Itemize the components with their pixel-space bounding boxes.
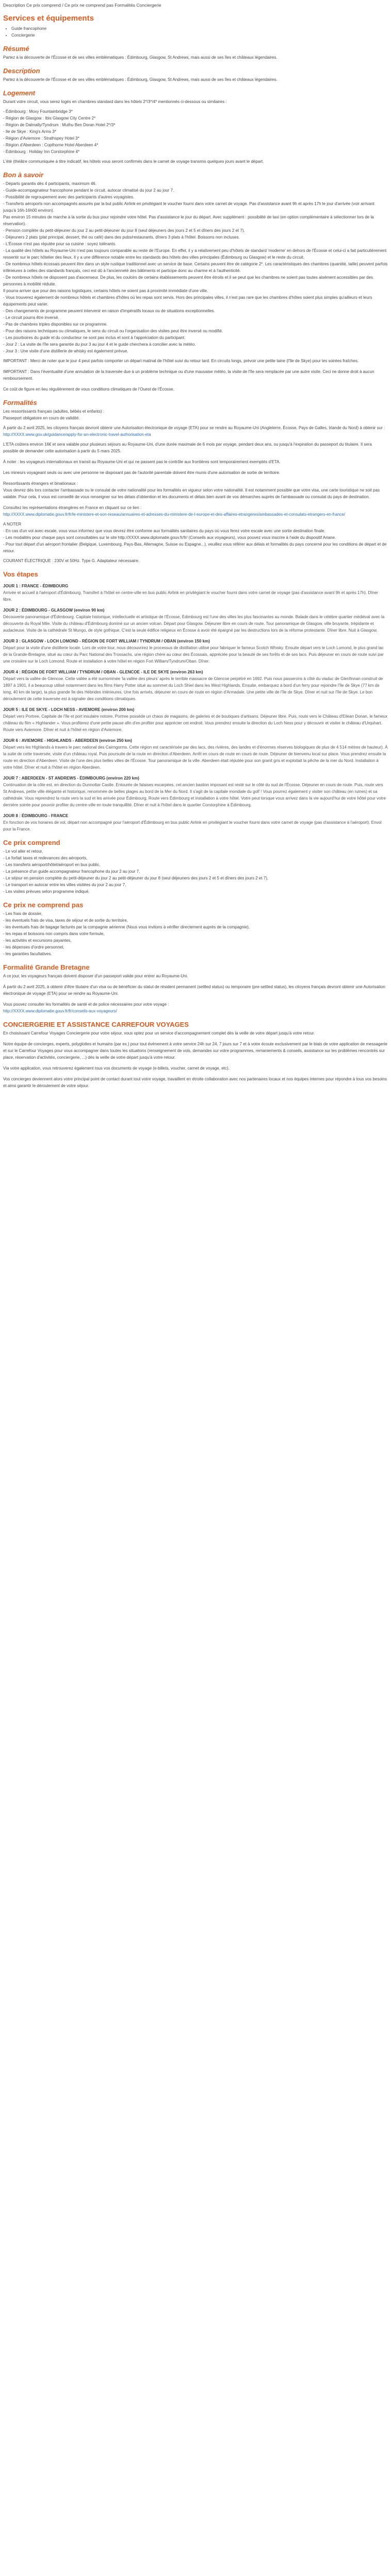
formalites-text: - Les modalités pour chaque pays sont consultables sur le site http://XXXX.www.diplomatie.gouv.fr/fr/ (Conseils aux voyageurs), vous pouvez vous inscrire à l'aide du dispositif Ariane. — [3, 535, 336, 540]
bon-savoir-item: - Les pourboires du guide et du conducteur ne sont pas inclus et sont à l'appréciation du participant. — [3, 335, 186, 340]
hotel-line: - Région de Dalmally/Tyndrum : Muthu Ben Doran Hotel 2*/3* — [3, 123, 116, 127]
formalites-text: - Pour tout départ d'un aéroport frontalier (Belgique, Luxembourg, Pays-Bas, Allemagne, Suisse ou Espagne...), veuillez vous référer aux délais et formalités du pays concerné pour les conditions de départ et de retour. — [3, 542, 387, 553]
comprend-item: - La présence d'un guide accompagnateur francophone du jour 2 au jour 7, — [3, 869, 140, 874]
logement-heading: Logement — [3, 89, 36, 97]
bon-savoir-item: - Vous trouverez également de nombreux hôtels et chambres d'hôtes où les repas sont servis. Hors des principales villes, il n'est pas rare que les chambres d'hôtes soient plus simples qu'ailleurs et leurs équipements peut varier. — [3, 295, 372, 307]
page-content — [0, 0, 391, 1109]
brexit-heading: Formalité Grande Bretagne — [3, 963, 90, 971]
bon-savoir-item: - Pas de chambres triples disponibles sur ce programme. — [3, 322, 108, 327]
bon-savoir-heading: Bon à savoir — [3, 171, 44, 179]
comprend-item: - Les visites prévues selon programme indiqué. — [3, 889, 90, 894]
formalites-text: Les mineurs voyageant seuls ou avec une personne ne disposant pas de l'autorité parentale doivent être munis d'une autorisation de sortie de territoire. — [3, 470, 281, 475]
bon-savoir-item: - Jour 3 : Une visite d'une distillerie de whisky est également prévue. — [3, 349, 128, 353]
formalites-text: Ressortissants étrangers et binationaux : — [3, 481, 78, 486]
ne-comprend-item: - Les frais de dossier, — [3, 911, 43, 916]
ne-comprend-item: - les éventuels frais de bagage facturés par la compagnie aérienne (Nous vous invitons à vérifier directement auprès de la compagnie), — [3, 925, 250, 929]
etapes-heading: Vos étapes — [3, 570, 38, 578]
hotel-line: - Région de Glasgow : Ibis Glasgow City Centre 2* — [3, 116, 96, 121]
day-text: En fonction de vos horaires de vol, départ non accompagné pour l'aéroport d'Édimbourg en bus public Airlink en privilégiant le voucher fourni dans votre carnet de voyage (pas d'assistance à l'aéroport). Envol pour la France. — [3, 820, 382, 832]
formalites-text: À noter : les voyageurs internationaux en transit au Royaume-Uni et qui ne passent pas le contrôle aux frontières sont temporairement exemptés d'ETA. — [3, 460, 281, 464]
services-item: • Conciergerie — [11, 32, 388, 39]
etapes-list — [3, 583, 388, 833]
ne-comprend-item: - les éventuels frais de visa, taxes de séjour et de sortie du territoire, — [3, 918, 128, 923]
intro-breadcrumb: Description Ce prix comprend / Ce prix ne comprend pas Formalités Conciergerie — [3, 3, 161, 8]
bon-savoir-item: Pas environ 15 minutes de marche à la sortie du bus pour rejoindre votre hôtel. Pas d'assistance le jour du départ. Avec supplément : possibilité de taxi (en option complémentaire à sélectionner lors de la réservation). — [3, 215, 374, 226]
formalites-text: Passeport obligatoire en cours de validité. — [3, 416, 80, 420]
description-text: Partez à la découverte de l'Écosse et de ses villes emblématiques : Édimbourg, Glasgow, St Andrews, mais aussi de ses îles et châteaux légendaires. — [3, 77, 278, 82]
eta-link[interactable]: http://XXXX.www.gov.uk/guidance/apply-for-an-electronic-travel-authorisation-eta — [3, 432, 151, 437]
hotel-line: - Édimbourg : Holiday Inn Corstorphine 4* — [3, 149, 80, 154]
formalites-text: Les ressortissants français (adultes, bébés et enfants) : — [3, 409, 105, 414]
ne-comprend-heading: Ce prix ne comprend pas — [3, 901, 84, 909]
formalites-text: Consultez les représentations étrangères en France en cliquant sur ce lien : — [3, 505, 142, 510]
day-title: JOUR 5 : ILE DE SKYE - LOCH NESS - AVIEMORE (environ 200 km) — [3, 707, 135, 712]
day-text: Découverte panoramique d'Édimbourg. Capitale historique, intellectuelle et artistique de l'Écosse, Édimbourg est l'une des villes les plus fascinantes au monde. Balade dans le célèbre quartier médiéval avec la découverte du Royal Mile. Visite du château d'Édimbourg dominé sur un ancien volcan. Départ pour Glasgow. Déjeuner libre en cours de route. Tour panoramique de Glasgow, ville bruyante, trépidante et audacieuse. Visite de la cathédrale St Mungo, de style gothique. C'est la seule édifice religieux en Écosse à avoir été épargné par les destructions lors de la réforme protestante. Dîner libre. Nuit à Glasgow. — [3, 615, 385, 633]
hotel-line: - Région d'Aberdeen : Copthorne Hotel Aberdeen 4* — [3, 143, 99, 147]
bon-savoir-item: - Des changements de programme peuvent intervenir en raison d'impératifs locaux ou de situations exceptionnelles. — [3, 309, 215, 313]
conciergerie-text: Notre équipe de concierges, experts, polyglottes et humains (par ex.) pour tout événement à votre service 24h sur 24, 7 jours sur 7 et à votre écoute exclusivement par le biais de votre application de messagerie et sur le Carrefour Voyages pour vous accompagner dans toutes les situations (renseignement de vols, demandes sur votre programmes, remaniements & conseils, assistance sur les problèmes rencontrés sur place, réservation d'activités, conciergerie, ...) dès la veille de votre départ jusqu'à votre retour. — [3, 1042, 387, 1060]
day-text: Arrivée et accueil à l'aéroport d'Édimbourg. Transfert à l'hôtel en centre-ville en bus public Airlink en privilégiant le voucher fourni dans votre carnet de voyage (pas d'assistance avant 9h et après 17h). Dîner libre. — [3, 590, 378, 602]
comprend-heading: Ce prix comprend — [3, 839, 60, 846]
bon-savoir-item: - Le circuit pourra être inversé. — [3, 315, 59, 320]
services-heading: Services et équipements — [3, 14, 94, 23]
comprend-list — [3, 848, 388, 895]
hotel-line: - Ile de Skye : King's Arms 3* — [3, 129, 56, 134]
conciergerie-text: Vos concierges deviennent alors votre principal point de contact durant tout votre voyage, travaillent en étroite collaboration avec nos partenaires locaux et nos équipes internes pour répondre à tous vos besoins et ainsi garantir le déroulement de votre séjour. — [3, 1077, 387, 1088]
bon-savoir-list — [3, 180, 388, 354]
resume-text: Partez à la découverte de l'Écosse et de ses villes emblématiques : Édimbourg, Glasgow, St Andrews, mais aussi de ses îles et châteaux légendaires. — [3, 55, 278, 60]
formalites-heading: Formalités — [3, 399, 37, 406]
courant-electrique: COURANT ÉLECTRIQUE : 230V et 50Hz. Type G. Adaptateur nécessaire. — [3, 558, 140, 563]
bon-savoir-item: - De nombreux hôtels ne disposent pas d'ascenseur. De plus, les couloirs de certains établissements peuvent être étroits et il se peut que les chambres ne soient pas toutes aisément accessibles par des personnes à mobilité réduite. — [3, 275, 373, 286]
logement-note: L'été (théâtre communiquée à titre indicatif, les hôtels vous seront confirmés dans le carnet de voyage transmis quelques jours avant le départ. — [3, 159, 264, 164]
bon-savoir-item: - Déjeuners 2 plats (plat principal, dessert, thé ou café) dans des pubs/restaurants, dîners 3 plats à l'hôtel. Boissons non incluses. — [3, 235, 240, 240]
comprend-item: - Le séjour en pension complète du petit-déjeuner du jour 2 au petit-déjeuner du jour 8 (seul déjeuners des jours 2 et 5 et dîners des jours 2 et 7), — [3, 876, 269, 880]
bon-savoir-item: - Guide-accompagnateur francophone pendant le circuit, autocar climatisé du jour 2 au jour 7. — [3, 188, 174, 193]
brexit-text: Vous pouvez consulter les formalités de santé et de police nécessaires pour votre voyage : — [3, 1002, 169, 1007]
brexit-text: À partir du 2 avril 2025, à obtenir d'être titulaire d'un visa ou de bénéficier du statut de résident permanent (settled status) ou temporaire (pre-settled status), les citoyens français devront obtenir une Autorisation électronique de voyage (ETA) pour se rendre au Royaume-Uni. — [3, 985, 385, 996]
important-3: Ce coût de figure en lieu régulièrement de vous conditions climatiques de l'Ouest de l'Écosse. — [3, 387, 174, 392]
bon-savoir-item: Il pourra arriver que pour des raisons logistiques, certains hôtels ne soient pas à proximité immédiate d'une ville. — [3, 289, 208, 293]
important-2: IMPORTANT : Dans l'éventualité d'une annulation de la traversée due à un problème technique ou d'une mauvaise météo, la visite de l'île sera remplacée par une autre visite. Ceci ne donne droit à aucun remboursement. — [3, 369, 374, 381]
comprend-item: - Le transport en autocar entre les villes visitées du jour 2 au jour 7, — [3, 883, 126, 887]
brexit-text: A ce jour, les voyageurs français doivent disposer d'un passeport valide pour entrer au Royaume-Uni. — [3, 974, 188, 978]
day-text: Départ pour la visite d'une distillerie locale. Lors de votre tour, nous découvrirez le processus de distillation utilisé pour fabriquer le fameux Scotch Whisky. Ensuite départ vers le Loch Lomond, le plus grand lac de la Grande-Bretagne, situé au cœur du Parc National des Trossachs, une région chère au cœur des Écossais, appréciée pour la beauté de ses forêts et de ses lacs. Puis déjeuner en cours de route suivi par une croisière sur le Loch Lomond. Route et installation à votre hôtel en région Fort William/Tyndrum/Oban. Dîner. — [3, 646, 384, 664]
comprend-item: - Le vol aller et retour, — [3, 849, 43, 854]
comprend-item: - Les transferts aéroport/hôtel/aéroport en bus public, — [3, 862, 101, 867]
day-title: JOUR 4 : RÉGION DE FORT WILLIAM / TYNDRUM / OBAN - GLENCOE - ILE DE SKYE (environ 263 km) — [3, 670, 203, 674]
logement-intro: Durant votre circuit, vous serez logés en chambres standard dans les hôtels 2*/3*/4* mentionnés ci-dessous ou similaires : — [3, 99, 227, 104]
ne-comprend-item: - les garanties facultatives. — [3, 952, 52, 956]
conciergerie-heading: CONCIERGERIE ET ASSISTANCE CARREFOUR VOYAGES — [3, 1021, 189, 1028]
formalites-note-title: A NOTER — [3, 522, 22, 527]
day-title: JOUR 1 : FRANCE - ÉDIMBOURG — [3, 584, 69, 588]
day-title: JOUR 8 : ÉDIMBOURG - FRANCE — [3, 814, 69, 818]
bon-savoir-item: - Pension complète du petit-déjeuner du jour 2 au petit-déjeuner du jour 8 (seul déjeuners des jours 2 et 5 et dîners des jours 2 et 7). — [3, 228, 245, 233]
conciergerie-text: Via votre application, vous retrouverez également tous vos documents de voyage (e-billets, voucher, carnet de voyage, etc). — [3, 1066, 230, 1071]
comprend-item: - Le forfait taxes et redevances des aéroports, — [3, 856, 88, 860]
formalites-text: - En cas d'un vol avec escale, vous vous informez que vous devrez être conforme aux formalités sanitaires du pays où vous ferez votre escale avec une sortie destination finale. — [3, 529, 325, 533]
ne-comprend-list — [3, 910, 388, 957]
diplomatie-link[interactable]: http://XXXX.www.diplomatie.gouv.fr/fr/conseils-aux-voyageurs/ — [3, 1009, 117, 1013]
bon-savoir-item: - Pour des raisons techniques ou climatiques, le sens du circuit ou l'organisation des visites peut être inversé ou modifié. — [3, 329, 223, 333]
resume-heading: Résumé — [3, 45, 29, 53]
bon-savoir-item: - La qualité des hôtels au Royaume-Uni n'est pas toujours comparable au reste de l'Europe. En effet, il y a relativement peu d'hôtels de standard 'moderne' en dehors de l'Écosse et celui-ci a fait particulièrement ressentir sur le parc hôtelier des lieux. Il y a une différence notable entre les standards des hôtels des villes principales (Édimbourg ou Glasgow) et le reste du circuit. — [3, 248, 387, 260]
day-text: Continuation de la côte est, en direction du Dunnottar Castle. Entourée de falaises escarpées, cet ancien bastion imposant est resté sur le côté du sud de l'Écosse. Déjeuner en cours de route. Puis, route vers St Andrews, petite ville élégante et historique, renommée de belles plages au bord de la Mer du Nord. Il s'agit de la capitale mondiale du golf ! Vous pourrez également y visiter son château (en ruines) et sa cathédrale. Vous reprendrez la route vers la sud et les arrivée pour Édimbourg. Route vers Édimbourg et installation à votre hôtel. Votre peut lorsque vous arrivez dans la vie aujourd'hui de votre hôtel pour votre dernière soirée pour pouvoir profiter du centre-ville en toute tranquillité. Dîner et nuit à l'hôtel dans le quartier Corstorphine à Édimbourg. — [3, 783, 386, 807]
hotel-line: - Région d'Aviemore : Strathspey Hotel 3* — [3, 136, 79, 141]
day-text: Départ vers Portree, Capitale de l'île et port insulaire notoire, Portree possède un chaos de magasins, de galeries et de boutiques d'artisans. Déjeuner libre. Puis, route vers le Château d'Eilean Donan, le fameux château du film « Highlander ». Vous profiterez d'une petite pause afin d'en profiter pour apprécier cet endroit. Vous prendrez ensuite la direction du Loch Ness pour y découvrir et visiter le château d'Urquhart. Route vers Aviemore. Dîner et nuit à l'hôtel en région d'Aviemore. — [3, 714, 388, 732]
bon-savoir-item: - Transferts aéroports non accompagnés assurés par la but public Airlink en privilégiant le voucher fourni dans votre carnet de voyage. Pas d'assistance avant 9h et après 17h le jour d'arrivée (voir arrivant jusqu'à 16h-16h00 environ). — [3, 201, 374, 213]
bon-savoir-item: - Départs garantis dès 4 participants, maximum 46. — [3, 181, 96, 186]
services-item: • Guide francophone — [11, 25, 388, 32]
ne-comprend-item: - les activités et excursions payantes, — [3, 938, 72, 943]
ne-comprend-item: - les dépenses d'ordre personnel, — [3, 945, 64, 950]
day-title: JOUR 3 : GLASGOW - LOCH LOMOND - RÉGION DE FORT WILLIAM / TYNDRUM / OBAN (environ 150 km) — [3, 639, 210, 643]
hotel-line: - Édimbourg : Moxy Fountainbridge 3* — [3, 109, 73, 114]
day-text: Départ vers la vallée de Glencoe. Cette vallée a été surnommée 'la vallée des pleurs' après le terrible massacre de Glencoe perpétré en 1692. Puis nous passerons à côté du viaduc de Glenfinnan construit de 1897 à 1901, il a beaucoup utilisé notamment dans les films Harry Potter situé au sommet du Loch Shiel dans les West Highlands. Ensuite, embarquez à bord d'un ferry pour rejoindre l'île de Skye (77 km de long, 40 km de large), la plus grande île des Hébrides intérieures. Une fois arrivés, déjeuner en cours de route en région d'Armadale. Une petite ville de l'île de Skye. Dîner et nuit sur l'île de Skye. Le bon déroulement de cette traversée est à signaler des conditions climatiques. — [3, 676, 383, 701]
formalites-text: L'ETA coûtera environ 16€ et sera valable pour plusieurs séjours au Royaume-Uni, d'une durée maximale de 6 mois par voyage, pendant deux ans, ou jusqu'à l'expiration du passeport du titulaire. Il sera possible de demander cette autorisation à partir du 5 mars 2025. — [3, 442, 372, 453]
bon-savoir-item: - De nombreux hôtels écossais peuvent être dans un style rustique traditionnel avec un service de base. Certains peuvent être de catégorie 2*. Les caractéristiques des chambres (quantité, taille) peuvent parfois inférieures à celles des standards français, ceci est dû à l'ancienneté des bâtiments et participe donc au charme et à l'authenticité. — [3, 262, 388, 273]
description-heading: Description — [3, 67, 40, 75]
bon-savoir-item: - Possibilité de regroupement avec des participants d'autres voyagistes. — [3, 195, 135, 199]
conciergerie-text: En choisissant Carrefour Voyages Conciergerie pour votre séjour, vous optez pour un service d'accompagnement complet dès la veille de votre départ jusqu'à votre retour. — [3, 1031, 315, 1036]
services-list — [3, 25, 388, 39]
bon-savoir-item: - Jour 2 : La visite de l'île sera garantie du jour 3 au jour 4 et le guide cherchera à concilier avec la météo. — [3, 342, 196, 347]
day-title: JOUR 6 : AVIEMORE - HIGHLANDS - ABERDEEN (environ 250 km) — [3, 738, 132, 743]
day-title: JOUR 2 : ÉDIMBOURG - GLASGOW (environ 90 km) — [3, 608, 105, 613]
day-title: JOUR 7 : ABERDEEN - ST ANDREWS - ÉDIMBOURG (environ 220 km) — [3, 776, 139, 781]
ne-comprend-item: - les repas et boissons non compris dans votre formule, — [3, 931, 105, 936]
important-1: IMPORTANT : Merci de noter que le jour 4 peut parfois comporter un départ matinal de l'hôtel suivi du retour tard. En circuits longs, prévoir une petite laine (l'île de Skye) pour les soirées fraîches. — [3, 359, 359, 363]
ambassades-link[interactable]: http://XXXX.www.diplomatie.gouv.fr/fr/le-ministere-et-son-reseau/annuaires-et-adresses-du-ministere-de-l-europe-et-des-affaires-etrangeres/ambassades-et-consulats-etrangers-en-france/ — [3, 512, 346, 517]
bon-savoir-item: - L'Écosse n'est pas réputée pour sa cuisine : soyez tolérants. — [3, 242, 117, 246]
formalites-text: Vous devrez dès lors contacter l'ambassade ou le consulat de votre nationalité pour les formalités en vigueur selon votre nationalité. Il est notamment possible que votre visa, une carte touristique ne soit pas valable. Pour cela, il vous est conseillé de vous renseigner sur les délais d'obtention et les documents et délais bien avant de vos démarches auprès de l'ambassade ou consulat du pays de destination. — [3, 488, 380, 499]
day-text: Départ vers les Highlands à travers le parc national des Cairngorms. Cette région est caractérisée par des lacs, des rivières, des landes et d'énormes réserves biologiques de plus de 4 514 mètres de hauteur). À la suite de cette traversée, visite d'un château royal. Puis poursuite de la route en direction d'Aberdeen. Arrêt en cours de route en cours de route. Déjeuner de bienvenu local sur place. Vous prendrez ensuite la route en direction d'Aberdeen. Visite de l'une des plus belles villes de l'Écosse. Tour panoramique de la ville. Aberdeen était réputée pour son granit gris et exploitait la pêche de la mer du Nord. Installation à votre hôtel. Dîner et nuit à l'hôtel en région Aberdeen. — [3, 745, 388, 770]
formalites-text: À partir du 2 avril 2025, les citoyens français devront obtenir une Autorisation électronique de voyage (ETA) pour se rendre au Royaume-Uni (Angleterre, Écosse, Pays de Galles, Irlande du Nord) à obtenir sur : — [3, 426, 385, 430]
